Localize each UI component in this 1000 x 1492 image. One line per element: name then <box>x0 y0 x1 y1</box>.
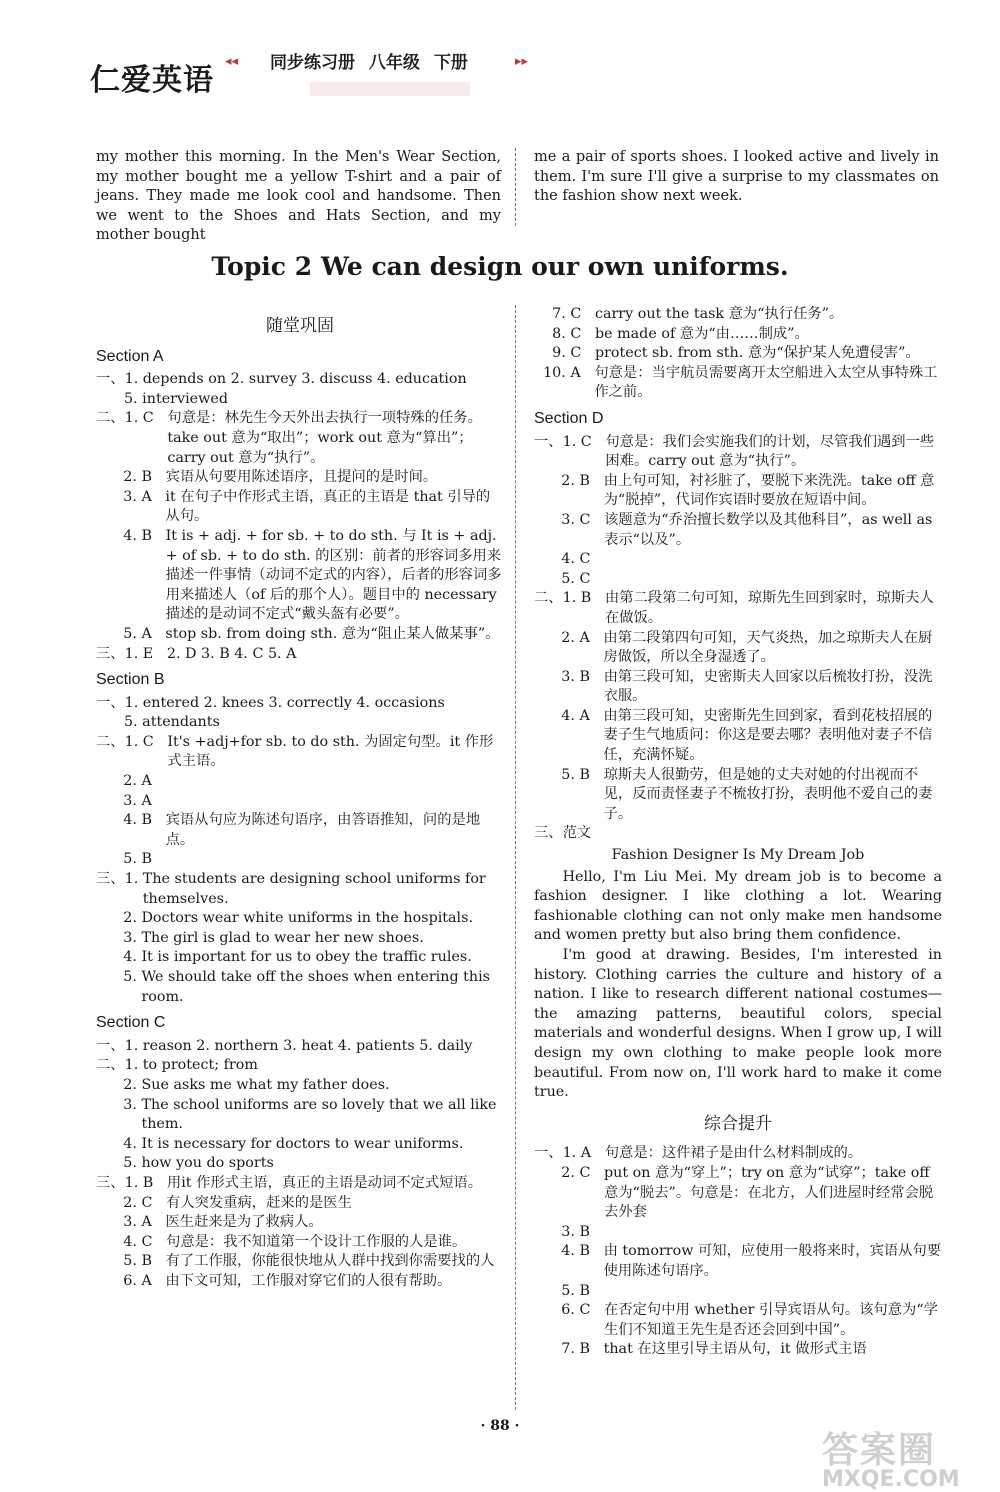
answer-label: 2. <box>96 910 142 927</box>
answer-text: it 在句子中作形式主语，真正的主语是 that 引导的从句。 <box>165 488 491 525</box>
answer-continuation: 5. interviewed <box>124 390 228 407</box>
answer-item <box>534 1242 942 1281</box>
header-band <box>310 82 470 96</box>
answer-label: 2. C <box>96 1194 167 1211</box>
watermark <box>822 1422 960 1492</box>
answer-item <box>534 1223 942 1243</box>
answer-item <box>96 968 504 1007</box>
section-title: Section A <box>96 347 164 365</box>
answer-text: It is necessary for doctors to wear uniforms. <box>141 1135 464 1152</box>
answer-text: carry out the task 意为“执行任务”。 <box>594 306 844 322</box>
answer-item <box>534 589 942 628</box>
answer-item <box>96 694 504 714</box>
answer-text: 句意是：这件裙子是由什么材料制成的。 <box>604 1145 863 1162</box>
answer-text: 由第三段可知，史密斯先生回到家，看到花枝招展的妻子生气地质问：你这是要去哪？表明他对妻子不信任，充满怀疑。 <box>603 707 933 764</box>
answer-label: 4. C <box>96 1233 167 1250</box>
essay-title: Fashion Designer Is My Dream Job <box>611 847 865 864</box>
watermark-sub: MXQE.COM <box>822 1467 960 1492</box>
answer-item <box>96 870 504 909</box>
answer-text: be made of 意为“由……制成”。 <box>594 325 809 342</box>
section-title: Section C <box>96 1014 166 1032</box>
answer-label: 4. C <box>534 551 591 568</box>
topic-title: Topic 2 We can design our own uniforms. <box>211 252 789 281</box>
answer-text: that 在这里引导主语从句，it 做形式主语 <box>603 1341 867 1358</box>
answer-label: 5. <box>96 969 142 985</box>
answer-text: 范文 <box>562 825 592 842</box>
answer-text: It's +adj+for sb. to do sth. 为固定句型。it 作形式主语。 <box>167 733 494 770</box>
answer-item <box>96 850 504 870</box>
answer-label: 4. <box>96 949 142 966</box>
answer-label: 5. B <box>534 766 604 783</box>
answer-item <box>96 1252 504 1272</box>
brand-logo: 仁爱英语 <box>90 63 214 98</box>
answer-item <box>534 550 942 570</box>
answer-item <box>96 811 504 850</box>
answer-text: 由下文可知，工作服对穿它们的人很有帮助。 <box>165 1272 452 1289</box>
answer-text: how you do sports <box>141 1155 274 1172</box>
answer-text: 有了工作服，你能很快地从人群中找到你需要找的人 <box>165 1253 495 1270</box>
series-title: 同步练习册 八年级 下册 <box>270 53 468 73</box>
answer-label: 二、1. C <box>96 410 168 427</box>
answer-label: 5. <box>96 1155 142 1172</box>
answer-item <box>96 468 504 488</box>
answer-text: 由第二段第四句可知，天气炎热，加之琼斯夫人在厨房做饭，所以全身湿透了。 <box>603 629 933 666</box>
answer-label: 8. C <box>534 325 595 342</box>
answer-text: 医生赶来是为了救病人。 <box>165 1214 323 1231</box>
answer-item <box>534 824 942 844</box>
answer-item <box>96 625 504 645</box>
answer-item <box>534 570 942 590</box>
block-title: 综合提升 <box>704 1113 772 1134</box>
answer-item <box>96 1076 504 1096</box>
answer-label: 一、1. <box>96 1037 143 1054</box>
answer-item <box>534 511 942 550</box>
answer-label: 3. A <box>96 488 166 505</box>
answer-label: 3. A <box>96 792 152 809</box>
answer-item <box>96 1154 504 1174</box>
answer-item <box>534 305 942 325</box>
answer-item <box>534 1144 942 1164</box>
answer-label: 3. B <box>534 1223 590 1240</box>
answer-label: 2. A <box>96 773 152 790</box>
answer-text: The girl is glad to wear her new shoes. <box>141 929 424 946</box>
block-title: 随堂巩固 <box>266 316 334 336</box>
answer-item <box>96 1056 504 1076</box>
answer-label: 3. C <box>534 511 605 528</box>
answer-item <box>96 1213 504 1233</box>
answer-label: 三、1. E <box>96 645 167 662</box>
answer-label: 一、1. <box>96 694 143 711</box>
left-column <box>96 305 504 1292</box>
answer-label: 4. B <box>96 812 166 829</box>
answer-label: 9. C <box>534 345 595 362</box>
answer-text: 有人突发重病，赶来的是医生 <box>166 1194 352 1211</box>
answer-text: protect sb. from sth. 意为“保护某人免遭侵害”。 <box>594 345 920 362</box>
answer-text: 琼斯夫人很勤劳，但是她的丈夫对她的付出视而不见，反而责怪妻子不梳妆打扮，表明他不爱自己的妻子。 <box>603 766 933 822</box>
answer-label: 三、1. <box>96 871 143 888</box>
answer-item <box>534 472 942 511</box>
answer-text: reason 2. northern 3. heat 4. patients 5. daily <box>142 1037 473 1054</box>
answer-text: 由第三段可知，史密斯夫人回家以后梳妆打扮，没洗衣服。 <box>603 668 933 705</box>
answer-label: 5. B <box>96 1253 166 1270</box>
intro-left: my mother this morning. In the Men's Wear Section, my mother bought me a yellow T-shirt and a pair of jeans. They made me look cool and handsome. Then we went to the Shoes and Hats Section, and my mother bought <box>96 149 501 244</box>
answer-label: 7. B <box>534 1341 604 1358</box>
answer-text: Sue asks me what my father does. <box>141 1076 390 1093</box>
answer-item <box>96 1096 504 1135</box>
answer-item <box>96 488 504 527</box>
answer-item <box>534 1301 942 1340</box>
page-number: · 88 · <box>480 1418 520 1434</box>
answer-item <box>534 433 942 472</box>
answer-item <box>96 1194 504 1214</box>
answer-label: 2. <box>96 1076 142 1093</box>
answer-text: 句意是：我们会实施我们的计划，尽管我们遇到一些困难。carry out 意为“执行”。 <box>605 433 935 470</box>
answer-text: depends on 2. survey 3. discuss 4. education <box>142 371 467 388</box>
answer-text: 2. D 3. B 4. C 5. A <box>166 645 297 662</box>
deco-right: ▸▸ <box>515 54 529 69</box>
answer-item <box>96 409 504 468</box>
answer-text: The school uniforms are so lovely that we all like them. <box>141 1096 497 1133</box>
answer-text: Doctors wear white uniforms in the hospitals. <box>141 910 474 927</box>
answer-label: 4. <box>96 1135 142 1152</box>
answer-item <box>534 364 942 403</box>
column-divider-top <box>515 148 516 226</box>
answer-label: 3. <box>96 929 142 946</box>
answer-label: 一、1. <box>96 371 143 388</box>
answer-label: 3. B <box>534 668 604 685</box>
answer-text: 该题意为“乔治擅长数学以及其他科目”，as well as 表示“以及”。 <box>604 511 933 548</box>
answer-item <box>96 645 504 665</box>
answer-item <box>96 733 504 772</box>
answer-item <box>96 772 504 792</box>
answer-label: 一、1. C <box>534 433 606 450</box>
answer-item <box>534 1340 942 1360</box>
intro-right: me a pair of sports shoes. I looked active and lively in them. I'm sure I'll give a surprise to my classmates on the fashion show next week. <box>534 149 939 205</box>
answer-label: 10. A <box>534 364 595 381</box>
answer-label: 7. C <box>534 306 595 322</box>
column-divider-main <box>515 305 516 1410</box>
answer-text: It is + adj. + for sb. + to do sth. 与 It is + adj. + of sb. + to do sth. 的区别：前者的形容词多用来描述一件事情（动词不定式的内容），后者的形容词多用来描述人（of 后的那个人）。题目中的 necessary 描述的是动词不定式“戴头盔有必要”。 <box>165 527 502 623</box>
answer-label: 4. B <box>96 527 166 544</box>
answer-label: 6. C <box>534 1302 605 1319</box>
answer-text: 句意是：当宇航员需要离开太空船进入太空从事特殊工作之前。 <box>594 364 938 401</box>
answer-label: 4. B <box>534 1243 604 1260</box>
answer-item <box>96 948 504 968</box>
answer-text: It is important for us to obey the traffic rules. <box>141 949 472 966</box>
answer-item <box>534 1164 942 1223</box>
right-column <box>534 305 942 1360</box>
section-title: Section B <box>96 671 165 689</box>
watermark-main: 答案圈 <box>822 1430 937 1471</box>
section-title: Section D <box>534 409 604 427</box>
answer-item <box>96 370 504 390</box>
answer-label: 一、1. A <box>534 1145 605 1162</box>
answer-item <box>534 344 942 364</box>
answer-item <box>534 668 942 707</box>
answer-text: The students are designing school uniforms for themselves. <box>142 871 486 907</box>
answer-label: 6. A <box>96 1272 166 1289</box>
answer-label: 2. C <box>534 1164 605 1181</box>
answer-text: We should take off the shoes when entering this room. <box>141 969 491 1005</box>
answer-item <box>96 909 504 929</box>
answer-label: 5. B <box>96 851 152 868</box>
answer-text: 由上句可知，衬衫脏了，要脱下来洗洗。take off 意为“脱掉”，代词作宾语时要放在短语中间。 <box>603 472 935 509</box>
answer-item <box>96 1135 504 1155</box>
answer-text: 句意是：林先生今天外出去执行一项特殊的任务。take out 意为“取出”；work out 意为“算出”；carry out 意为“执行”。 <box>167 410 482 466</box>
essay-paragraph: I'm good at drawing. Besides, I'm interested in history. Clothing carries the culture and history of a nation. I like to research different national costumes—the amazing patterns, beautiful colors, special materials and wonderful designs. When I grow up, I will design my own clothing to make people look more beautiful. From now on, I'll work hard to make it come true. <box>534 947 942 1101</box>
essay-paragraph: Hello, I'm Liu Mei. My dream job is to become a fashion designer. I like clothing a lot. Wearing fashionable clothing can not only make men handsome and women pretty but also bring them confidence. <box>534 868 942 944</box>
answer-item <box>534 629 942 668</box>
answer-item <box>96 527 504 625</box>
answer-label: 二、1. <box>96 1057 143 1074</box>
answer-label: 三、 <box>534 825 563 842</box>
deco-left: ◂◂ <box>225 54 239 69</box>
answer-item <box>534 325 942 345</box>
answer-label: 2. B <box>96 469 166 486</box>
answer-continuation: 5. attendants <box>124 714 220 731</box>
answer-label: 3. <box>96 1096 142 1113</box>
answer-item <box>96 929 504 949</box>
answer-item <box>96 1272 504 1292</box>
answer-item <box>534 1282 942 1302</box>
answer-label: 3. A <box>96 1214 166 1231</box>
answer-text: 宾语从句要用陈述语序，且提问的是时间。 <box>165 469 438 486</box>
answer-text: 宾语从句应为陈述句语序，由答语推知，问的是地点。 <box>165 812 481 848</box>
answer-item <box>96 1233 504 1253</box>
answer-text: put on 意为“穿上”；try on 意为“试穿”；take off 意为“脱去”。句意是：在北方，人们进屋时经常会脱去外套 <box>604 1164 934 1221</box>
answer-text: 用it 作形式主语，真正的主语是动词不定式短语。 <box>166 1174 483 1191</box>
answer-label: 5. A <box>96 625 166 642</box>
answer-item <box>96 1174 504 1194</box>
answer-item <box>534 707 942 766</box>
answer-label: 二、1. C <box>96 733 168 750</box>
answer-item <box>534 766 942 825</box>
answer-label: 4. A <box>534 707 604 724</box>
answer-text: 在否定句中用 whether 引导宾语从句。该句意为“学生们不知道王先生是否还会回到中国”。 <box>604 1302 938 1338</box>
answer-item <box>96 792 504 812</box>
answer-label: 5. C <box>534 570 591 587</box>
answer-label: 5. B <box>534 1282 590 1299</box>
answer-text: to protect; from <box>142 1057 258 1074</box>
answer-text: 由第二段第二句可知，琼斯先生回到家时，琼斯夫人在做饭。 <box>604 590 934 626</box>
answer-item <box>96 1037 504 1057</box>
answer-label: 2. A <box>534 629 604 646</box>
answer-text: 句意是：我不知道第一个设计工作服的人是谁。 <box>166 1233 467 1250</box>
answer-text: 由 tomorrow 可知，应使用一般将来时，宾语从句要使用陈述句语序。 <box>603 1243 942 1279</box>
answer-text: stop sb. from doing sth. 意为“阻止某人做某事”。 <box>165 625 500 642</box>
answer-label: 三、1. B <box>96 1174 167 1191</box>
answer-label: 2. B <box>534 472 604 489</box>
answer-text: entered 2. knees 3. correctly 4. occasions <box>142 694 445 711</box>
answer-label: 二、1. B <box>534 590 605 607</box>
